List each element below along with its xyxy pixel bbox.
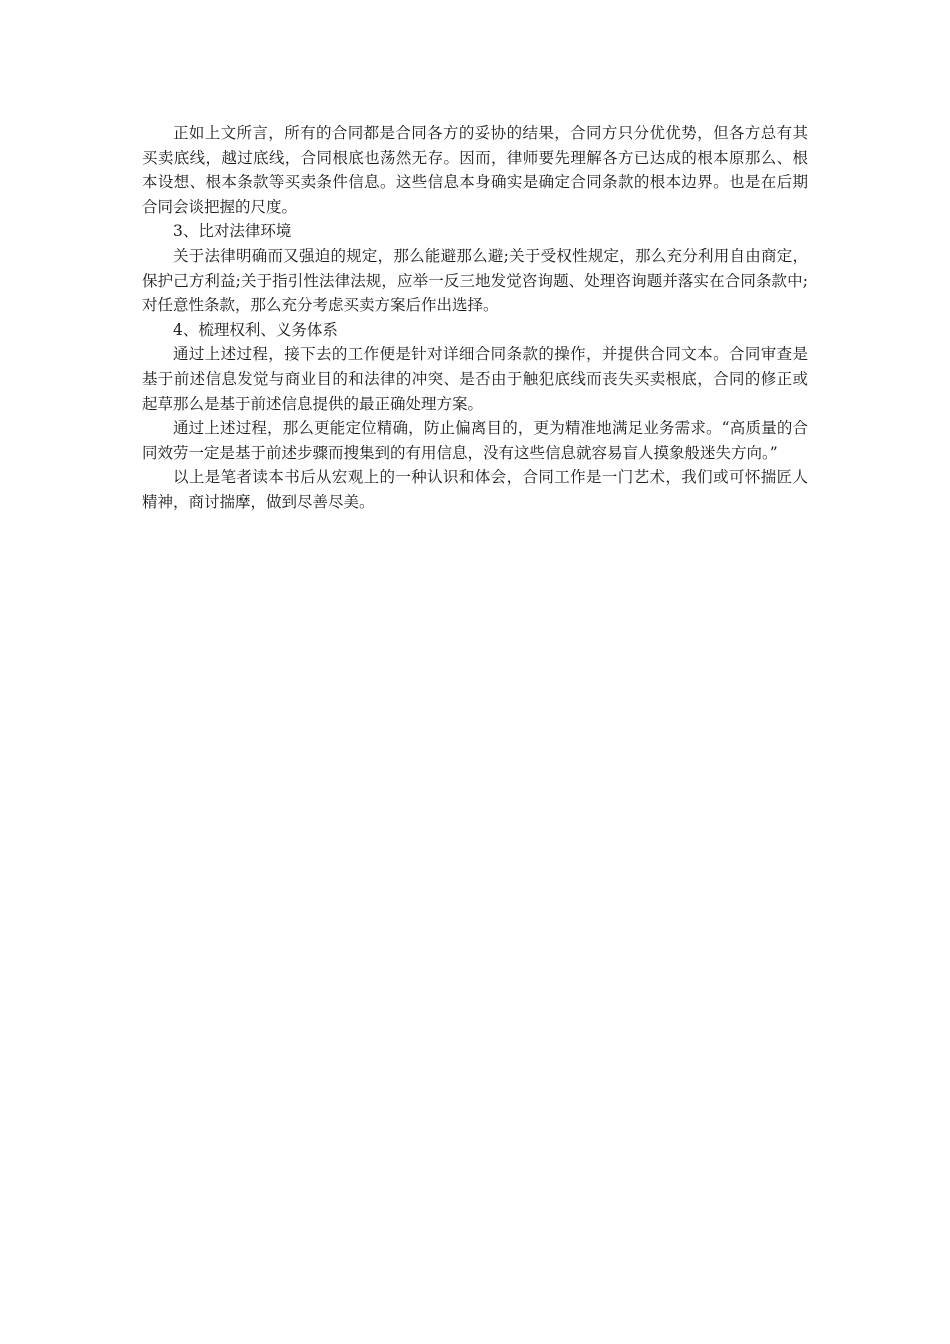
section-heading-rights-obligations: 4、梳理权利、义务体系 (173, 320, 338, 339)
paragraph-precise-positioning: 通过上述过程，那么更能定位精确，防止偏离目的，更为精准地满足业务需求。“高质量的合同效劳一定是基于前述步骤而搜集到的有用信息，没有这些信息就容易盲人摸象般迷失方向。” (142, 419, 808, 462)
section-heading-legal-environment: 3、比对法律环境 (173, 222, 292, 241)
paragraph-contract-review: 通过上述过程，接下去的工作便是针对详细合同条款的操作，并提供合同文本。合同审查是基于前述信息发觉与商业目的和法律的冲突、是否由于触犯底线而丧失买卖根底，合同的修正或起草那么是基于前述信息提供的最正确处理方案。 (142, 345, 808, 413)
paragraph-conclusion: 以上是笔者读本书后从宏观上的一种认识和体会，合同工作是一门艺术，我们或可怀揣匠人精神，商讨揣摩，做到尽善尽美。 (142, 468, 808, 511)
document-body (142, 121, 808, 515)
paragraph-legal-rules: 关于法律明确而又强迫的规定，那么能避那么避;关于受权性规定，那么充分利用自由商定，保护己方利益;关于指引性法律法规，应举一反三地发觉咨询题、处理咨询题并落实在合同条款中;对任意性条款，那么充分考虑买卖方案后作出选择。 (142, 246, 808, 315)
paragraph-bottom-line: 正如上文所言，所有的合同都是合同各方的妥协的结果，合同方只分优优势，但各方总有其买卖底线，越过底线，合同根底也荡然无存。因而，律师要先理解各方已达成的根本原那么、根本设想、根本条款等买卖条件信息。这些信息本身确实是确定合同条款的根本边界。也是在后期合同会谈把握的尺度。 (142, 124, 808, 216)
